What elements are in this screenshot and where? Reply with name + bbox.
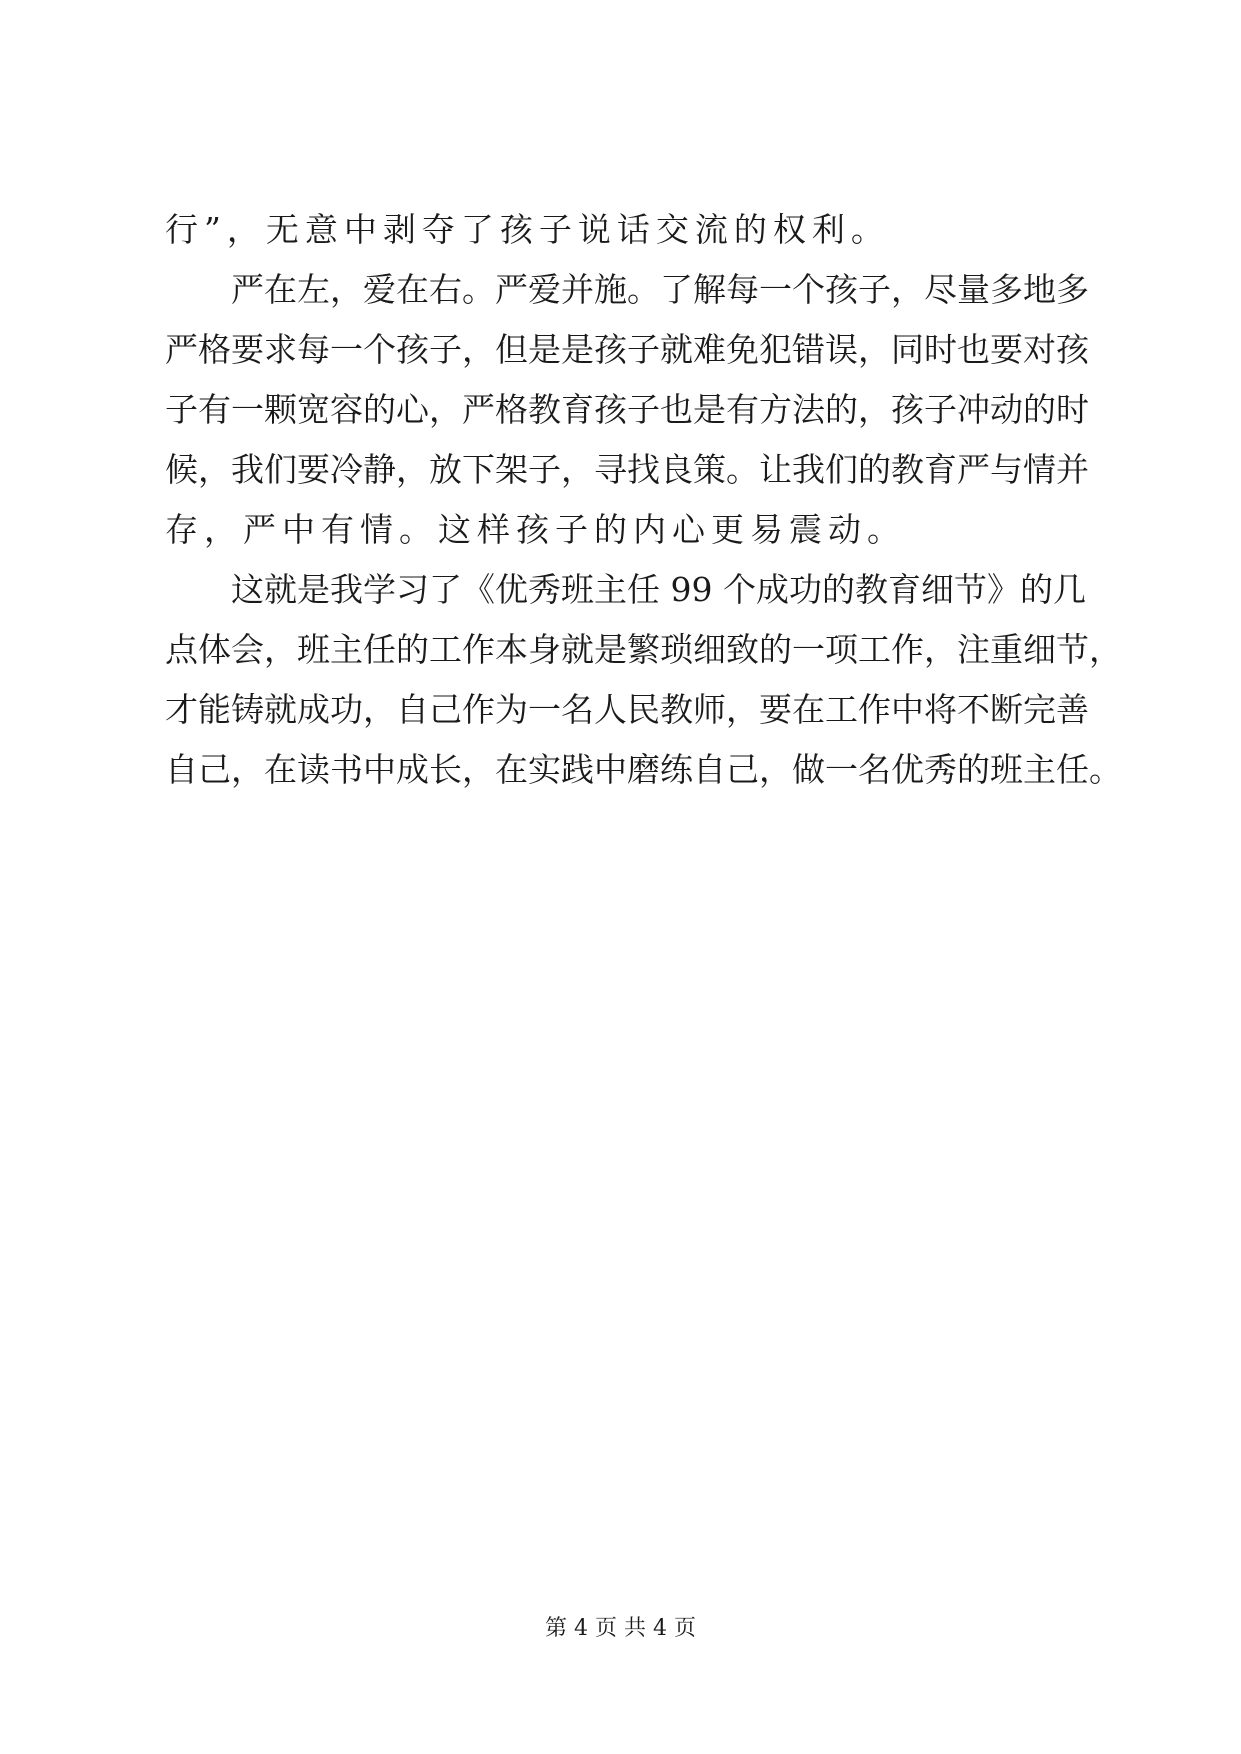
text-line: 存，严中有情。这样孩子的内心更易震动。 (165, 510, 906, 549)
text-line: 行”，无意中剥夺了孩子说话交流的权利。 (165, 210, 890, 249)
text-line: 候，我们要冷静，放下架子，寻找良策。让我们的教育严与情并 (165, 450, 1089, 489)
text-line: 才能铸就成功，自己作为一名人民教师，要在工作中将不断完善 (165, 690, 1089, 729)
page-footer (0, 1614, 1241, 1644)
document-body (165, 200, 1122, 800)
text-line: 自己，在读书中成长，在实践中磨练自己，做一名优秀的班主任。 (165, 750, 1122, 789)
paragraph-strictness-and-love (165, 260, 1089, 560)
text-line: 子有一颗宽容的心，严格教育孩子也是有方法的，孩子冲动的时 (165, 390, 1089, 429)
text-line: 点体会，班主任的工作本身就是繁琐细致的一项工作，注重细节， (165, 630, 1122, 669)
text-line: 严格要求每一个孩子，但是是孩子就难免犯错误，同时也要对孩 (165, 330, 1089, 369)
paragraph-continuation (165, 200, 1085, 260)
text-line: 严在左，爱在右。严爱并施。了解每一个孩子，尽量多地多 (231, 270, 1089, 309)
text-line: 这就是我学习了《优秀班主任 99 个成功的教育细节》的几 (231, 570, 1086, 609)
paragraph-conclusion (165, 560, 1122, 800)
page-number-label: 第 4 页 共 4 页 (545, 1616, 696, 1641)
